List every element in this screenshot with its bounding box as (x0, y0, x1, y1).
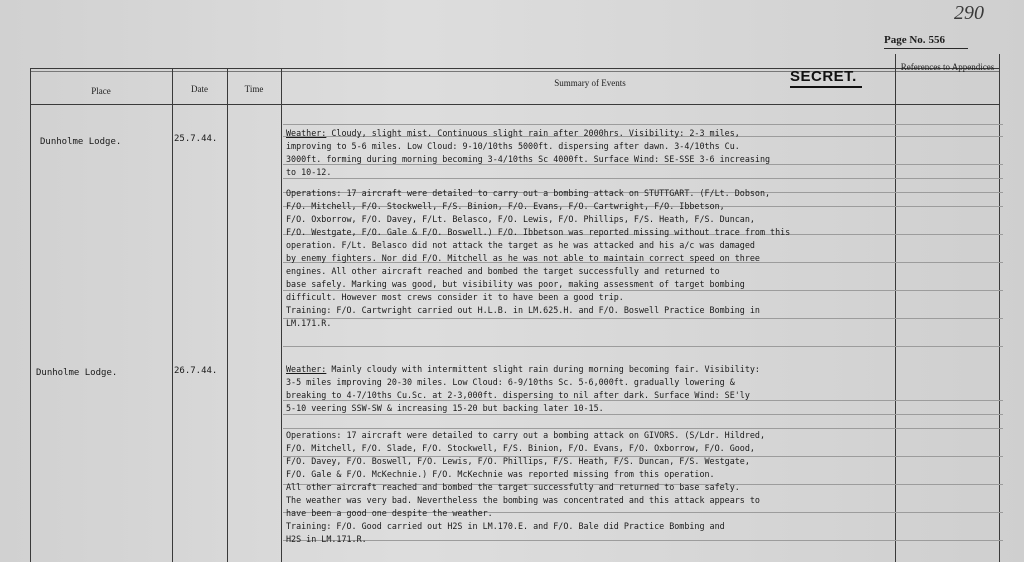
page-number (884, 34, 945, 46)
entry-place: Dunholme Lodge. (36, 368, 118, 378)
column-header-time: Time (244, 84, 264, 94)
column-divider-right (999, 54, 1000, 562)
column-divider-date-time (227, 68, 228, 562)
folio-number: 290 (954, 2, 984, 24)
entry-place: Dunholme Lodge. (40, 137, 122, 147)
entry-date: 25.7.44. (174, 134, 218, 144)
column-header-place: Place (91, 86, 111, 96)
entry-weather (286, 127, 932, 179)
entry-weather (286, 363, 932, 415)
column-divider-left (30, 68, 31, 562)
weather-text: Cloudy, slight mist. Continuous slight rain after 2000hrs. Visibility: 2-3 miles, improving to 5-6 miles. Low Cloud: 9-10/10ths 5000ft. dispersing after dawn. 3-4/10ths Cu. 3000ft. forming during morning becoming 3-4/10ths Sc 4000ft. Surface Wind: SE-SSE 3-6 increasing to 10-12. (286, 128, 771, 177)
entry-operations: Operations: 17 aircraft were detailed to carry out a bombing attack on STUTTGART. (F/Lt. Dobson, F/O. Mitchell, F/O. Stockwell, F/S. Binion, F/O. Evans, F/O. Cartwright, F/O. Ibbetson, F/O. Oxborrow, F/O. Davey, F/Lt. Belasco, F/O. Lewis, F/O. Phillips, F/S. Heath, F/S. Duncan, F/O. Westgate, F/O. Gale & F/O. Boswell.) F/O. Ibbetson was reported missing without trace from this operation. F/Lt. Belasco did not attack the target as he was attacked and his a/c was damaged by enemy fighters. Nor did F/O. Mitchell as he was not able to maintain correct speed on three engines. All other aircraft reached and bombed the target successfully and returned to base safely. Marking was good, but visibility was poor, making assessment of target bombing difficult. However most crews consider it to have been a good trip. Training: F/O. Cartwright carried out H.L.B. in LM.625.H. and F/O. Boswell Practice Bombing in LM.171.R. (286, 188, 791, 328)
ruled-line (283, 124, 1003, 125)
ruled-line (283, 346, 1003, 347)
page-number-value: 556 (928, 34, 946, 46)
column-divider-time-summary (281, 68, 282, 562)
page-number-label: Page No. (884, 34, 926, 46)
column-header-date: Date (191, 84, 208, 94)
classification-text: SECRET. (790, 68, 857, 85)
header-bottom-rule (30, 104, 1000, 105)
weather-label: Weather: (286, 128, 327, 138)
weather-text: Mainly cloudy with intermittent slight rain during morning becoming fair. Visibility: 3-5 miles improving 20-30 miles. Low Cloud: 6-9/10ths Sc. 5-6,000ft. gradually lowering & breaking to 4-7/10ths Cu.Sc. at 2-3,000ft. dispersing to nil after dark. Surface Wind: SE'ly 5-10 veering SSW-SW & increasing 15-20 but backing later 10-15. (286, 364, 760, 413)
page-number-underline (884, 48, 968, 49)
entry-date: 26.7.44. (174, 366, 218, 376)
column-header-summary: Summary of Events (554, 78, 626, 88)
column-header-references: References to Appendices (900, 62, 995, 72)
classification-underline (790, 86, 862, 88)
classification-marking (790, 68, 857, 85)
entry-operations: Operations: 17 aircraft were detailed to carry out a bombing attack on GIVORS. (S/Ldr. Hildred, F/O. Mitchell, F/O. Slade, F/O. Stockwell, F/S. Binion, F/O. Evans, F/O. Oxborrow, F/O. Good, F/O. Davey, F/O. Boswell, F/O. Lewis, F/O. Phillips, F/S. Heath, F/S. Duncan, F/S. Westgate, F/O. Gale & F/O. McKechnie.) F/O. McKechnie was reported missing from this operation. All other aircraft reached and bombed the target successfully and returned to base safely. The weather was very bad. Nevertheless the bombing was concentrated and this attack appears to have been a good one despite the weather. Training: F/O. Good carried out H2S in LM.170.E. and F/O. Bale did Practice Bombing and H2S in LM.171.R. (286, 430, 766, 544)
weather-label: Weather: (286, 364, 327, 374)
column-divider-place-date (172, 68, 173, 562)
